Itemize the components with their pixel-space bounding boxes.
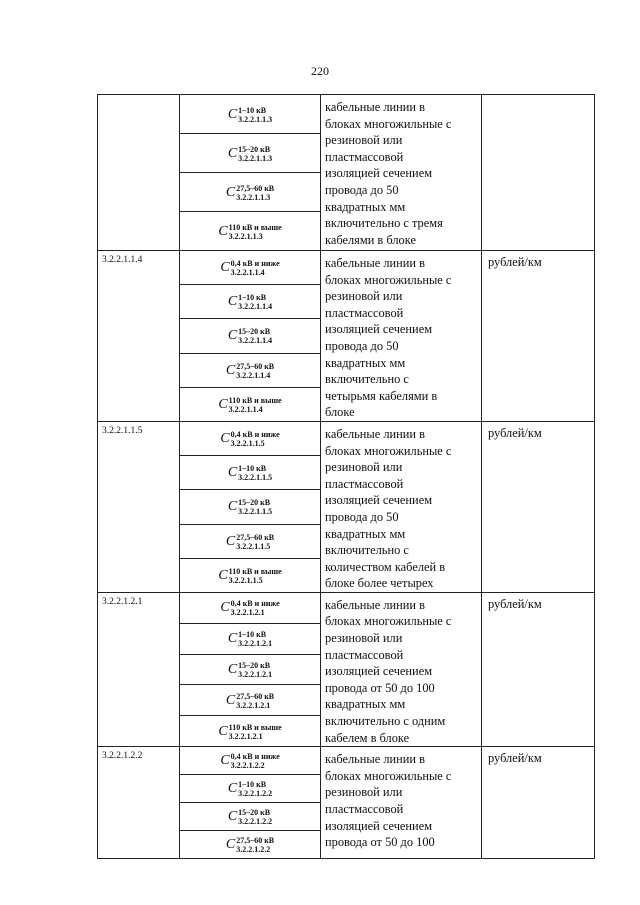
rate-index: 3.2.2.1.1.3 bbox=[238, 153, 273, 163]
description-line: кабелями в блоке bbox=[325, 232, 416, 247]
rate-letter: C bbox=[220, 431, 230, 447]
description-line: пластмассовой bbox=[325, 476, 404, 491]
rate-symbol-cell bbox=[180, 747, 321, 775]
rate-index: 3.2.2.1.1.5 bbox=[230, 439, 265, 449]
rate-voltage: 27,5–60 кВ bbox=[236, 836, 275, 846]
description-line: пластмассовой bbox=[325, 149, 404, 164]
rate-formula bbox=[226, 362, 274, 380]
rate-index: 3.2.2.1.2.2 bbox=[236, 845, 271, 855]
rate-voltage: 0,4 кВ и ниже bbox=[230, 259, 280, 269]
description-line: пластмассовой bbox=[325, 647, 404, 662]
rate-letter: C bbox=[220, 753, 230, 769]
rate-voltage: 27,5–60 кВ bbox=[236, 183, 275, 193]
description-line: провода до 50 bbox=[325, 182, 399, 197]
rate-letter: C bbox=[220, 260, 230, 276]
rate-symbol-cell bbox=[180, 319, 321, 353]
rate-letter: C bbox=[227, 809, 238, 825]
rate-index: 3.2.2.1.1.4 bbox=[228, 404, 263, 414]
item-code: 3.2.2.1.2.2 bbox=[98, 747, 180, 859]
description-line: резиновой или bbox=[325, 631, 403, 646]
rate-formula bbox=[228, 498, 272, 516]
item-unit: рублей/км bbox=[482, 747, 595, 859]
rate-index: 3.2.2.1.1.3 bbox=[236, 192, 271, 202]
rate-voltage: 0,4 кВ и ниже bbox=[230, 752, 280, 762]
rate-voltage: 27,5–60 кВ bbox=[236, 532, 275, 542]
rate-voltage: 0,4 кВ и ниже bbox=[230, 430, 280, 440]
rate-voltage: 0,4 кВ и ниже bbox=[230, 599, 280, 609]
rate-letter: C bbox=[218, 567, 228, 583]
rate-index: 3.2.2.1.1.5 bbox=[238, 473, 273, 483]
description-line: блоках многожильные с bbox=[325, 614, 452, 629]
rate-voltage: 15–20 кВ bbox=[238, 327, 271, 337]
rate-voltage: 27,5–60 кВ bbox=[236, 361, 275, 371]
rate-symbol-cell bbox=[180, 592, 321, 623]
rates-table-body bbox=[98, 95, 595, 859]
rate-index: 3.2.2.1.2.1 bbox=[238, 670, 273, 680]
rate-index: 3.2.2.1.2.1 bbox=[238, 639, 273, 649]
rate-formula bbox=[228, 464, 272, 482]
description-line: включительно с одним bbox=[325, 714, 446, 729]
item-description bbox=[321, 421, 482, 592]
rate-letter: C bbox=[225, 837, 236, 853]
rate-voltage: 27,5–60 кВ bbox=[236, 691, 275, 701]
rate-symbol-cell bbox=[180, 353, 321, 387]
table-row bbox=[98, 95, 595, 134]
rate-letter: C bbox=[225, 184, 236, 200]
rate-symbol-cell bbox=[180, 212, 321, 251]
rate-voltage: 15–20 кВ bbox=[238, 144, 271, 154]
description-line: изоляцией сечением bbox=[325, 166, 433, 181]
description-line: кабельные линии в bbox=[325, 597, 426, 612]
description-line: включительно с bbox=[325, 543, 409, 558]
rate-letter: C bbox=[227, 328, 238, 344]
rate-voltage: 110 кВ и выше bbox=[228, 566, 282, 576]
rate-voltage: 1–10 кВ bbox=[238, 464, 267, 474]
description-line: изоляцией сечением bbox=[325, 322, 433, 337]
rate-index: 3.2.2.1.2.1 bbox=[228, 731, 263, 741]
description-line: кабельные линии в bbox=[325, 256, 426, 270]
description-line: блоках многожильные с bbox=[325, 443, 452, 458]
description-line: включительно с тремя bbox=[325, 216, 443, 231]
rate-letter: C bbox=[218, 223, 228, 239]
rate-formula bbox=[226, 692, 274, 710]
rate-symbol-cell bbox=[180, 558, 321, 592]
rate-symbol-cell bbox=[180, 775, 321, 803]
rate-formula bbox=[218, 723, 281, 741]
rate-symbol-cell bbox=[180, 251, 321, 285]
description-line: количеством кабелей в bbox=[325, 559, 446, 574]
description-line: пластмассовой bbox=[325, 802, 404, 816]
rate-letter: C bbox=[225, 692, 236, 708]
rates-table bbox=[97, 94, 595, 859]
description-line: резиновой или bbox=[325, 133, 403, 148]
description-line: изоляцией сечением bbox=[325, 664, 433, 679]
rate-formula bbox=[226, 533, 274, 551]
table-row bbox=[98, 421, 595, 455]
page-number: 220 bbox=[311, 64, 329, 78]
rate-formula bbox=[228, 808, 272, 826]
description-line: кабельные линии в bbox=[325, 752, 426, 767]
item-unit: рублей/км bbox=[482, 592, 595, 746]
rate-voltage: 1–10 кВ bbox=[238, 105, 267, 115]
item-description bbox=[321, 747, 482, 859]
table-row bbox=[98, 592, 595, 623]
item-unit: рублей/км bbox=[482, 421, 595, 592]
rate-voltage: 15–20 кВ bbox=[238, 498, 271, 508]
rate-letter: C bbox=[218, 396, 228, 412]
rate-formula bbox=[226, 836, 274, 854]
rate-letter: C bbox=[225, 533, 236, 549]
rate-symbol-cell bbox=[180, 421, 321, 455]
rate-formula bbox=[220, 599, 279, 617]
rate-index: 3.2.2.1.1.4 bbox=[236, 370, 271, 380]
description-line: провода до 50 bbox=[325, 338, 399, 353]
rate-voltage: 1–10 кВ bbox=[238, 780, 267, 790]
description-line: квадратных мм bbox=[325, 697, 406, 712]
rate-formula bbox=[228, 780, 272, 798]
description-line: провода от 50 до 100 bbox=[325, 680, 435, 695]
rate-symbol-cell bbox=[180, 524, 321, 558]
rate-letter: C bbox=[227, 294, 238, 310]
description-line: резиновой или bbox=[325, 289, 403, 304]
rate-letter: C bbox=[227, 662, 238, 678]
rate-symbol-cell bbox=[180, 803, 321, 831]
description-line: провода до 50 bbox=[325, 509, 399, 524]
rate-index: 3.2.2.1.2.2 bbox=[230, 761, 265, 771]
rate-formula bbox=[228, 630, 272, 648]
description-line: кабельные линии в bbox=[325, 426, 426, 441]
rate-symbol-cell bbox=[180, 387, 321, 421]
description-line: четырьмя кабелями в bbox=[325, 388, 438, 403]
description-line: резиновой или bbox=[325, 460, 403, 475]
rate-letter: C bbox=[227, 781, 238, 797]
rate-formula bbox=[218, 223, 281, 241]
rate-index: 3.2.2.1.1.5 bbox=[238, 507, 273, 517]
item-unit: рублей/км bbox=[482, 251, 595, 422]
description-line: блоках многожильные с bbox=[325, 116, 452, 131]
rate-symbol-cell bbox=[180, 685, 321, 716]
rate-index: 3.2.2.1.2.1 bbox=[236, 700, 271, 710]
rate-symbol-cell bbox=[180, 173, 321, 212]
description-line: блоке более четырех bbox=[325, 576, 434, 591]
rate-letter: C bbox=[227, 106, 238, 122]
description-line: изоляцией сечением bbox=[325, 818, 433, 833]
rate-formula bbox=[228, 145, 272, 163]
rate-voltage: 1–10 кВ bbox=[238, 630, 267, 640]
rate-voltage: 1–10 кВ bbox=[238, 293, 267, 303]
item-description bbox=[321, 251, 482, 422]
rate-symbol-cell bbox=[180, 654, 321, 685]
description-line: пластмассовой bbox=[325, 305, 404, 320]
rate-index: 3.2.2.1.1.3 bbox=[228, 231, 263, 241]
description-line: квадратных мм bbox=[325, 355, 406, 370]
rate-symbol-cell bbox=[180, 134, 321, 173]
rate-symbol-cell bbox=[180, 285, 321, 319]
rate-letter: C bbox=[220, 600, 230, 616]
rate-formula bbox=[218, 396, 281, 414]
rate-letter: C bbox=[227, 465, 238, 481]
rate-voltage: 110 кВ и выше bbox=[228, 722, 282, 732]
description-line: блоке bbox=[325, 405, 355, 420]
rate-index: 3.2.2.1.2.2 bbox=[238, 789, 273, 799]
rate-voltage: 15–20 кВ bbox=[238, 808, 271, 818]
item-code bbox=[98, 95, 180, 251]
rate-index: 3.2.2.1.1.5 bbox=[228, 575, 263, 585]
rate-formula bbox=[228, 661, 272, 679]
rate-index: 3.2.2.1.1.4 bbox=[230, 268, 265, 278]
item-description bbox=[321, 592, 482, 746]
rate-voltage: 110 кВ и выше bbox=[228, 222, 282, 232]
table-row bbox=[98, 251, 595, 285]
rate-index: 3.2.2.1.1.4 bbox=[238, 336, 273, 346]
rate-formula bbox=[218, 567, 281, 585]
description-line: блоках многожильные с bbox=[325, 768, 452, 783]
rate-letter: C bbox=[218, 723, 228, 739]
rate-index: 3.2.2.1.1.4 bbox=[238, 302, 273, 312]
description-line: провода от 50 до 100 bbox=[325, 835, 435, 850]
rate-index: 3.2.2.1.2.1 bbox=[230, 608, 265, 618]
table-row bbox=[98, 747, 595, 775]
rate-voltage: 110 кВ и выше bbox=[228, 395, 282, 405]
rate-symbol-cell bbox=[180, 95, 321, 134]
rate-voltage: 15–20 кВ bbox=[238, 661, 271, 671]
item-unit bbox=[482, 95, 595, 251]
description-line: квадратных мм bbox=[325, 199, 406, 214]
description-line: кабельные линии в bbox=[325, 100, 426, 114]
rate-formula bbox=[228, 106, 272, 124]
description-line: резиновой или bbox=[325, 785, 403, 800]
rate-symbol-cell bbox=[180, 490, 321, 524]
rate-index: 3.2.2.1.1.5 bbox=[236, 541, 271, 551]
rate-index: 3.2.2.1.2.2 bbox=[238, 817, 273, 827]
description-line: кабелем в блоке bbox=[325, 730, 410, 745]
rate-letter: C bbox=[227, 631, 238, 647]
description-line: включительно с bbox=[325, 372, 409, 387]
description-line: блоках многожильные с bbox=[325, 272, 452, 287]
item-code: 3.2.2.1.1.5 bbox=[98, 421, 180, 592]
rate-formula bbox=[226, 184, 274, 202]
rate-formula bbox=[220, 430, 279, 448]
item-code: 3.2.2.1.2.1 bbox=[98, 592, 180, 746]
rate-symbol-cell bbox=[180, 623, 321, 654]
rate-symbol-cell bbox=[180, 831, 321, 859]
rate-symbol-cell bbox=[180, 456, 321, 490]
rate-formula bbox=[220, 259, 279, 277]
rate-index: 3.2.2.1.1.3 bbox=[238, 114, 273, 124]
rate-letter: C bbox=[227, 145, 238, 161]
rate-letter: C bbox=[225, 362, 236, 378]
item-description bbox=[321, 95, 482, 251]
description-line: квадратных мм bbox=[325, 526, 406, 541]
item-code: 3.2.2.1.1.4 bbox=[98, 251, 180, 422]
rate-symbol-cell bbox=[180, 716, 321, 747]
rate-formula bbox=[220, 752, 279, 770]
rate-formula bbox=[228, 293, 272, 311]
rate-formula bbox=[228, 327, 272, 345]
description-line: изоляцией сечением bbox=[325, 493, 433, 508]
rate-letter: C bbox=[227, 499, 238, 515]
